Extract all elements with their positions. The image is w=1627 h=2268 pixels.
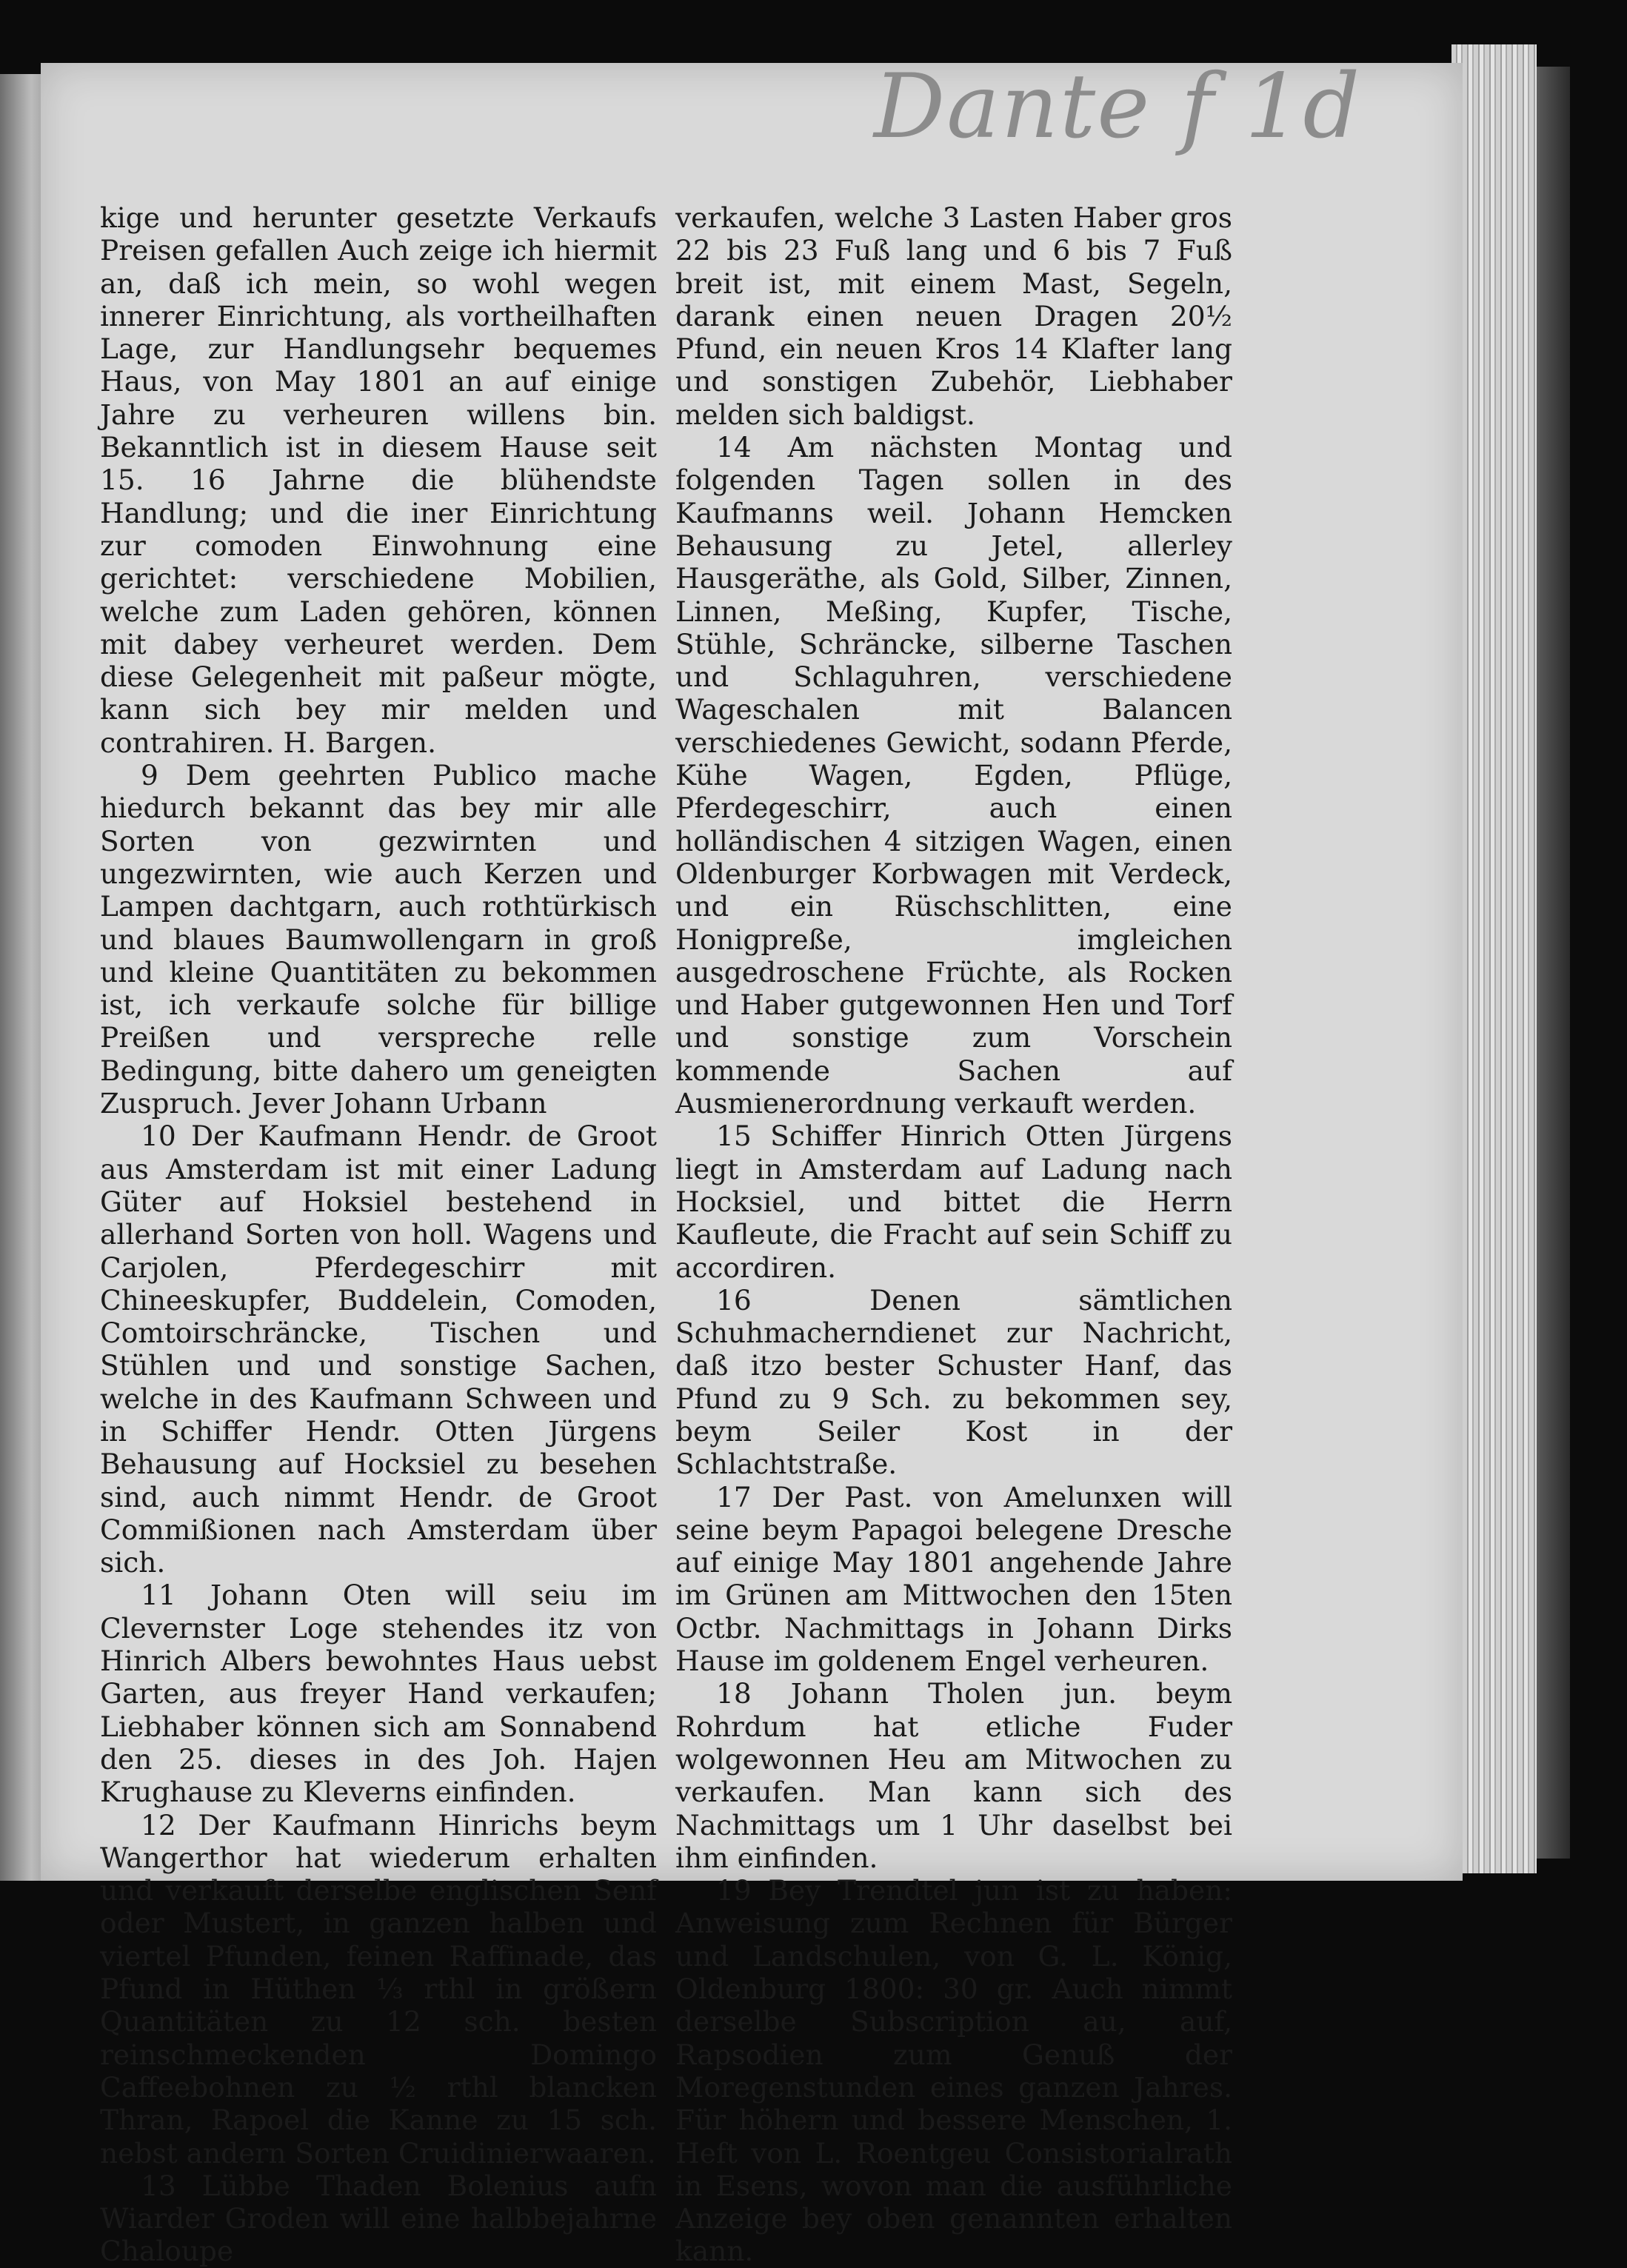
notice-13-continued: verkaufen, welche 3 Lasten Haber gros 22 bis 23 Fuß lang und 6 bis 7 Fuß breit ist, mit einem Mast, Segeln, darank einen neuen Dragen 20½ Pfund, ein neuen Kros 14 Klafter lang und sonstigen Zubehör, Liebhaber melden sich baldigst. [675,201,1232,431]
notice-14: 14 Am nächsten Montag und folgenden Tagen sollen in des Kaufmanns weil. Johann Hemcken Behausung zu Jetel, allerley Hausgeräthe, als Gold, Silber, Zinnen, Linnen, Meßing, Kupfer, Tische, Stühle, Schräncke, silberne Taschen und Schlaguhren, verschiedene Wageschalen mit Balancen verschiedenes Gewicht, sodann Pferde, Kühe Wagen, Egden, Pflüge, Pferdegeschirr, auch einen holländischen 4 sitzigen Wagen, einen Oldenburger Korbwagen mit Verdeck, und ein Rüschschlitten, eine Honigpreße, imgleichen ausgedroschene Früchte, als Rocken und Haber gutgewonnen Hen und Torf und sonstige zum Vorschein kommende Sachen auf Ausmienerordnung verkauft werden. [675,431,1232,1120]
notice-12: 12 Der Kaufmann Hinrichs beym Wangerthor hat wiederum erhalten und verkauft derselbe englischen Senf oder Mustert, in ganzen halben und viertel Pfunden, feinen Raffinade, das Pfund in Hüthen ⅓ rthl in größern Quantitäten zu 12 sch. besten reinschmeckenden Domingo Caffeebohnen zu ½ rthl blancken Thran, Rapoel die Kanne zu 15 sch. nebst andern Sorten Cruidinierwaaren. [100,1808,657,2170]
handwritten-note: Dante f 1d [874,56,1362,158]
notice-continued-bargen: kige und herunter gesetzte Verkaufs Preisen gefallen Auch zeige ich hiermit an, daß ich mein, so wohl wegen innerer Einrichtung, als vortheilhaften Lage, zur Handlungsehr bequemes Haus, von May 1801 an auf einige Jahre zu verheuren willens bin. Bekanntlich ist in diesem Hause seit 15. 16 Jahrne die blühendste Handlung; und die iner Einrichtung zur comoden Einwohnung eine gerichtet: verschiedene Mobilien, welche zum Laden gehören, können mit dabey verheuret werden. Dem diese Gelegenheit mit paßeur mögte, kann sich bey mir melden und contrahiren. H. Bargen. [100,201,657,759]
notice-19: 19 Bey Trendtel jun ist zu haben: Anweisung zum Rechnen für Bürger und Landschulen, von G. L. König, Oldenburg 1800: 30 gr. Auch nimmt derselbe Subscription au, auf, Rapsodien zum Genuß der Moregenstunden eines ganzen Jahres. Für höhern und bessere Menschen, 1. Heft von L. Roentgeu Consistorialrath in Esens, wovon man die ausführliche Anzeige bey oben genannten erhalten kann. [675,1874,1232,2268]
notice-15: 15 Schiffer Hinrich Otten Jürgens liegt in Amsterdam auf Ladung nach Hocksiel, und bittet die Herrn Kaufleute, die Fracht auf sein Schiff zu accordiren. [675,1120,1232,1284]
left-text-column [100,201,657,2268]
page-stack-edge [1451,44,1537,1873]
notice-10: 10 Der Kaufmann Hendr. de Groot aus Amsterdam ist mit einer Ladung Güter auf Hoksiel bestehend in allerhand Sorten von holl. Wagens und Carjolen, Pferdegeschirr mit Chineeskupfer, Buddelein, Comoden, Comtoirschräncke, Tischen und Stühlen und und sonstige Sachen, welche in des Kaufmann Schween und in Schiffer Hendr. Otten Jürgens Behausung auf Hocksiel zu besehen sind, auch nimmt Hendr. de Groot Commißionen nach Amsterdam über sich. [100,1120,657,1579]
notice-9: 9 Dem geehrten Publico mache hiedurch bekannt das bey mir alle Sorten von gezwirnten und ungezwirnten, wie auch Kerzen und Lampen dachtgarn, auch rothtürkisch und blaues Baumwollengarn in groß und kleine Quantitäten zu bekommen ist, ich verkaufe solche für billige Preißen und verspreche relle Bedingung, bitte dahero um geneigten Zuspruch. Jever Johann Urbann [100,759,657,1120]
right-text-column [675,201,1232,2268]
notice-11: 11 Johann Oten will seiu im Clevernster Loge stehendes itz von Hinrich Albers bewohntes Haus uebst Garten, aus freyer Hand verkaufen; Liebhaber können sich am Sonnabend den 25. dieses in des Joh. Hajen Krughause zu Kleverns einfinden. [100,1579,657,1809]
book-binding [1537,67,1570,1859]
notice-13: 13 Lübbe Thaden Bolenius aufn Wiarder Groden will eine halbbejahrne Chaloupe [100,2169,657,2268]
notice-17: 17 Der Past. von Amelunxen will seine beym Papagoi belegene Dresche auf einige May 1801 angehende Jahre im Grünen am Mittwochen den 15ten Octbr. Nachmittags in Johann Dirks Hause im goldenem Engel verheuren. [675,1480,1232,1678]
notice-16: 16 Denen sämtlichen Schuhmacherndienet zur Nachricht, daß itzo bester Schuster Hanf, das Pfund zu 9 Sch. zu bekommen sey, beym Seiler Kost in der Schlachtstraße. [675,1283,1232,1481]
notice-18: 18 Johann Tholen jun. beym Rohrdum hat etliche Fuder wolgewonnen Heu am Mitwochen zu verkaufen. Man kann sich des Nachmittags um 1 Uhr daselbst bei ihm einfinden. [675,1677,1232,1874]
